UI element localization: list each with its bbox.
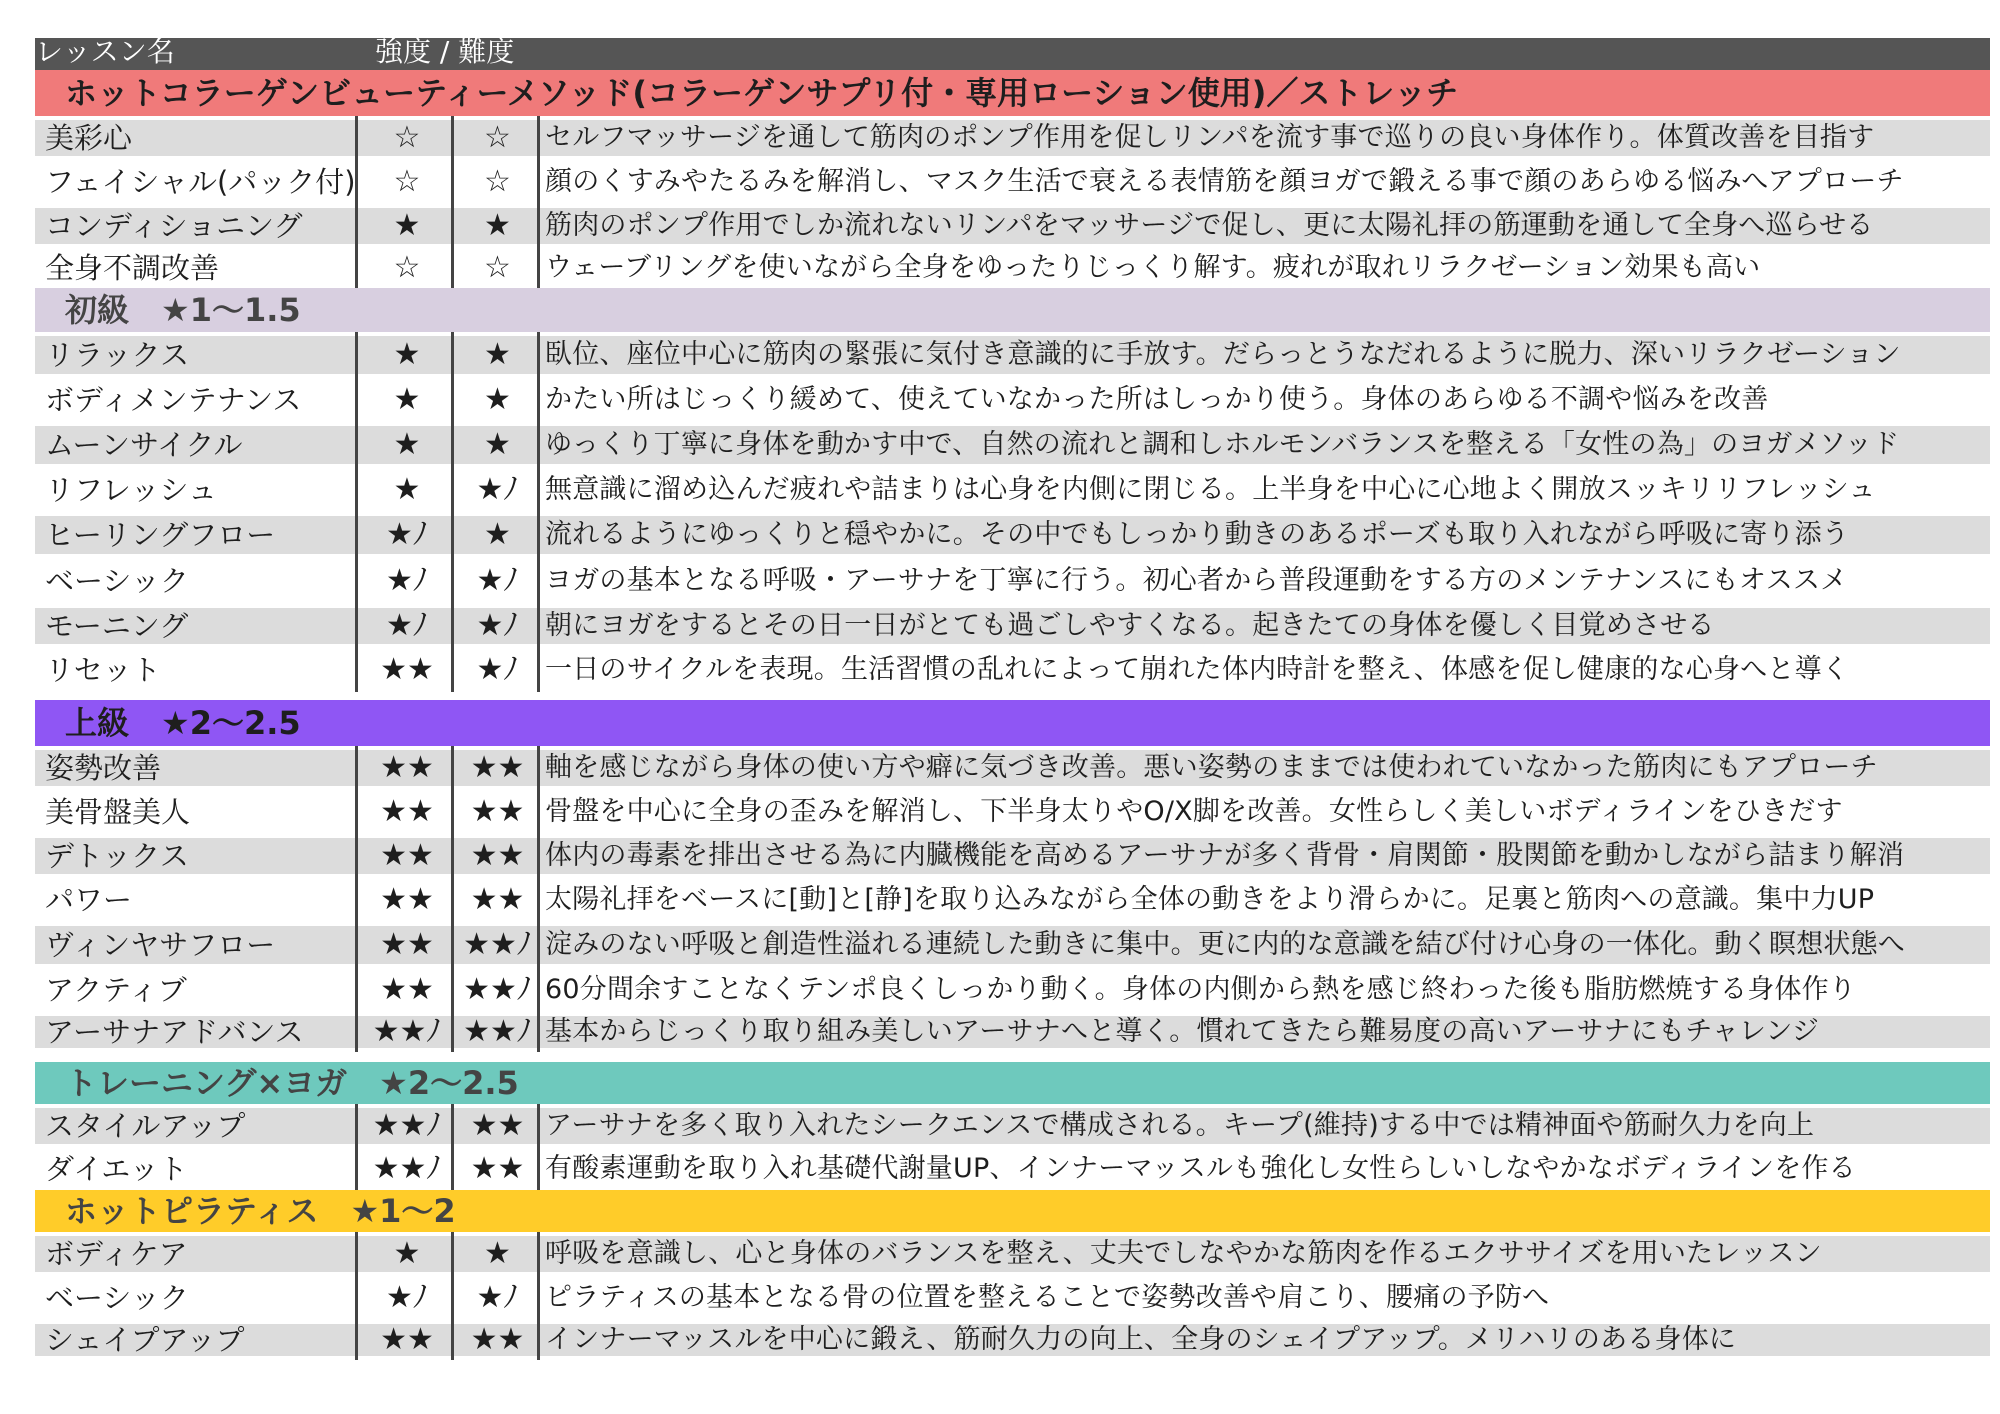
- difficulty-rating: ★★: [470, 882, 525, 917]
- difficulty-rating: ★: [484, 208, 511, 243]
- difficulty-rating: ★ﾉ: [476, 472, 519, 507]
- lesson-name: ボディメンテナンス: [45, 383, 302, 417]
- intensity-rating: ☆: [393, 250, 421, 285]
- header-lesson-name: レッスン名: [35, 35, 175, 68]
- lesson-description: 臥位、座位中心に筋肉の緊張に気付き意識的に手放す。だらっとうなだれるように脱力、深いリラクゼーション: [545, 339, 1901, 370]
- section-title: 上級 ★2〜2.5: [65, 704, 301, 742]
- intensity-rating: ★★: [380, 972, 434, 1007]
- lesson-description: ウェーブリングを使いながら全身をゆったりじっくり解す。疲れが取れリラクゼーション効果も高い: [545, 252, 1761, 283]
- intensity-rating: ★: [393, 337, 421, 372]
- section-hot-collagen: [35, 70, 1990, 116]
- table-row: [35, 648, 1990, 692]
- table-row: [35, 1012, 1990, 1052]
- lesson-name: シェイプアップ: [45, 1323, 245, 1357]
- difficulty-rating: ★★: [470, 838, 525, 873]
- difficulty-rating: ★★: [470, 1108, 525, 1143]
- lesson-description: ヨガの基本となる呼吸・アーサナを丁寧に行う。初心者から普段運動をする方のメンテナンスにもオススメ: [545, 565, 1848, 596]
- lesson-name: リフレッシュ: [45, 473, 217, 507]
- lesson-table: [35, 35, 1990, 1360]
- lesson-description: 60分間余すことなくテンポ良くしっかり動く。身体の内側から熱を感じ終わった後も脂肪燃焼する身体作り: [545, 974, 1856, 1005]
- difficulty-rating: ★★: [470, 1151, 525, 1186]
- difficulty-rating: ★: [484, 1236, 511, 1271]
- table-row: [35, 1276, 1990, 1320]
- intensity-rating: ★★: [380, 927, 434, 962]
- lesson-name: 姿勢改善: [45, 751, 162, 785]
- lesson-description: 体内の毒素を排出させる為に内臓機能を高めるアーサナが多く背骨・肩関節・股関節を動かしながら詰まり解消: [545, 840, 1905, 871]
- lesson-description: ゆっくり丁寧に身体を動かす中で、自然の流れと調和しホルモンバランスを整える「女性の為」のヨガメソッド: [545, 429, 1900, 460]
- table-row: [35, 160, 1990, 204]
- lesson-description: 一日のサイクルを表現。生活習慣の乱れによって崩れた体内時計を整え、体感を促し健康的な心身へと導く: [545, 654, 1849, 685]
- section-title: ホットコラーゲンビューティーメソッド(コラーゲンサプリ付・専用ローション使用)／ストレッチ: [65, 74, 1459, 112]
- lesson-name: 全身不調改善: [45, 251, 220, 285]
- lesson-name: ヴィンヤサフロー: [45, 928, 276, 962]
- lesson-name: デトックス: [45, 839, 189, 873]
- table-row: [35, 558, 1990, 604]
- intensity-rating: ★★: [380, 750, 434, 785]
- intensity-rating: ★: [393, 382, 421, 417]
- table-row: [35, 332, 1990, 378]
- table-row: [35, 968, 1990, 1012]
- table-row: [35, 922, 1990, 968]
- lesson-description: インナーマッスルを中心に鍛え、筋耐久力の向上、全身のシェイプアップ。メリハリのある身体に: [545, 1324, 1737, 1355]
- lesson-name: フェイシャル(パック付): [45, 165, 356, 199]
- intensity-rating: ★★: [380, 794, 434, 829]
- difficulty-rating: ★★ﾉ: [463, 972, 532, 1007]
- difficulty-rating: ★: [484, 427, 511, 462]
- section-title: 初級 ★1〜1.5: [65, 291, 301, 329]
- lesson-name: パワー: [45, 883, 133, 917]
- intensity-rating: ★ﾉ: [386, 1280, 428, 1315]
- lesson-name: コンディショニング: [45, 209, 303, 243]
- lesson-description: 基本からじっくり取り組み美しいアーサナへと導く。慣れてきたら難易度の高いアーサナにもチャレンジ: [545, 1016, 1820, 1047]
- lesson-name: アクティブ: [45, 973, 187, 1007]
- difficulty-rating: ☆: [484, 120, 511, 155]
- lesson-name: 美彩心: [45, 121, 133, 155]
- lesson-description: 流れるようにゆっくりと穏やかに。その中でもしっかり動きのあるポーズも取り入れながら呼吸に寄り添う: [545, 519, 1849, 550]
- table-row: [35, 422, 1990, 468]
- table-row: [35, 746, 1990, 790]
- intensity-rating: ★★: [380, 882, 434, 917]
- lesson-description: 有酸素運動を取り入れ基礎代謝量UP、インナーマッスルも強化し女性らしいしなやかなボディラインを作る: [545, 1153, 1856, 1184]
- intensity-rating: ★ﾉ: [386, 608, 428, 643]
- table-header: [35, 35, 1990, 70]
- difficulty-rating: ★: [484, 382, 511, 417]
- difficulty-rating: ★★: [470, 750, 525, 785]
- lesson-description: 淀みのない呼吸と創造性溢れる連続した動きに集中。更に内的な意識を結び付け心身の一体化。動く瞑想状態へ: [545, 929, 1905, 960]
- table-row: [35, 1320, 1990, 1360]
- intensity-rating: ★: [393, 208, 421, 243]
- lesson-description: 朝にヨガをするとその日一日がとても過ごしやすくなる。起きたての身体を優しく目覚めさせる: [545, 610, 1715, 641]
- difficulty-rating: ★ﾉ: [476, 608, 519, 643]
- intensity-rating: ★★ﾉ: [372, 1151, 442, 1186]
- section-training-yoga: [35, 1062, 1990, 1104]
- intensity-rating: ★: [393, 472, 421, 507]
- lesson-name: アーサナアドバンス: [45, 1015, 304, 1049]
- section-title: トレーニング×ヨガ ★2〜2.5: [65, 1064, 519, 1102]
- table-row: [35, 790, 1990, 834]
- difficulty-rating: ★: [484, 517, 511, 552]
- difficulty-rating: ★: [484, 337, 511, 372]
- difficulty-rating: ★★: [470, 1322, 525, 1357]
- lesson-name: ベーシック: [45, 564, 189, 598]
- lesson-description: セルフマッサージを通して筋肉のポンプ作用を促しリンパを流す事で巡りの良い身体作り。体質改善を目指す: [545, 122, 1875, 153]
- table-row: [35, 834, 1990, 878]
- difficulty-rating: ★★ﾉ: [463, 1014, 532, 1049]
- table-row: [35, 248, 1990, 288]
- table-row: [35, 604, 1990, 648]
- difficulty-rating: ★ﾉ: [476, 1280, 519, 1315]
- table-row: [35, 204, 1990, 248]
- lesson-name: スタイルアップ: [45, 1109, 246, 1143]
- table-row: [35, 1232, 1990, 1276]
- lesson-description: 呼吸を意識し、心と身体のバランスを整え、丈夫でしなやかな筋肉を作るエクササイズを用いたレッスン: [545, 1238, 1822, 1269]
- table-row: [35, 468, 1990, 512]
- intensity-rating: ☆: [393, 120, 421, 155]
- lesson-name: ベーシック: [45, 1281, 189, 1315]
- section-advanced: [35, 700, 1990, 746]
- intensity-rating: ★★ﾉ: [372, 1108, 442, 1143]
- lesson-description: かたい所はじっくり緩めて、使えていなかった所はしっかり使う。身体のあらゆる不調や悩みを改善: [545, 384, 1769, 415]
- intensity-rating: ★★: [380, 1322, 434, 1357]
- difficulty-rating: ★★: [470, 794, 525, 829]
- lesson-description: 太陽礼拝をベースに[動]と[静]を取り込みながら全体の動きをより滑らかに。足裏と筋肉への意識。集中力UP: [545, 884, 1875, 915]
- table-row: [35, 378, 1990, 422]
- lesson-description: 顔のくすみやたるみを解消し、マスク生活で衰える表情筋を顔ヨガで鍛える事で顔のあらゆる悩みへアプローチ: [545, 166, 1904, 197]
- difficulty-rating: ★★ﾉ: [463, 927, 532, 962]
- table-row: [35, 1148, 1990, 1190]
- lesson-description: アーサナを多く取り入れたシークエンスで構成される。キープ(維持)する中では精神面や筋耐久力を向上: [545, 1110, 1815, 1141]
- lesson-name: リセット: [45, 653, 161, 687]
- difficulty-rating: ★ﾉ: [476, 563, 519, 598]
- lesson-description: 筋肉のポンプ作用でしか流れないリンパをマッサージで促し、更に太陽礼拝の筋運動を通して全身へ巡らせる: [545, 210, 1874, 241]
- table-row: [35, 1104, 1990, 1148]
- lesson-name: ボディケア: [45, 1237, 188, 1271]
- difficulty-rating: ☆: [484, 164, 511, 199]
- lesson-name: 美骨盤美人: [45, 795, 191, 829]
- intensity-rating: ★★: [380, 838, 434, 873]
- intensity-rating: ★ﾉ: [386, 517, 428, 552]
- lesson-description: ピラティスの基本となる骨の位置を整えることで姿勢改善や肩こり、腰痛の予防へ: [545, 1282, 1550, 1313]
- section-title: ホットピラティス ★1〜2: [65, 1192, 456, 1230]
- table-body: [35, 70, 1990, 1360]
- intensity-rating: ★: [393, 1236, 421, 1271]
- lesson-name: ダイエット: [45, 1152, 188, 1186]
- intensity-rating: ★★ﾉ: [372, 1014, 442, 1049]
- difficulty-rating: ☆: [484, 250, 511, 285]
- table-row: [35, 116, 1990, 160]
- lesson-description: 無意識に溜め込んだ疲れや詰まりは心身を内側に閉じる。上半身を中心に心地よく開放スッキリリフレッシュ: [545, 474, 1876, 505]
- table-row: [35, 512, 1990, 558]
- section-hot-pilates: [35, 1190, 1990, 1232]
- lesson-description: 軸を感じながら身体の使い方や癖に気づき改善。悪い姿勢のままでは使われていなかった筋肉にもアプローチ: [545, 752, 1878, 783]
- intensity-rating: ★★: [380, 652, 434, 687]
- lesson-name: ムーンサイクル: [45, 428, 243, 462]
- intensity-rating: ★ﾉ: [386, 563, 428, 598]
- difficulty-rating: ★ﾉ: [476, 652, 519, 687]
- intensity-rating: ☆: [393, 164, 421, 199]
- section-beginner: [35, 288, 1990, 332]
- header-intensity-difficulty: 強度 / 難度: [375, 35, 515, 68]
- lesson-description: 骨盤を中心に全身の歪みを解消し、下半身太りやO/X脚を改善。女性らしく美しいボディラインをひきだす: [545, 796, 1843, 827]
- lesson-name: モーニング: [45, 609, 189, 643]
- table-row: [35, 878, 1990, 922]
- lesson-name: ヒーリングフロー: [45, 518, 276, 552]
- intensity-rating: ★: [393, 427, 421, 462]
- lesson-name: リラックス: [45, 338, 190, 372]
